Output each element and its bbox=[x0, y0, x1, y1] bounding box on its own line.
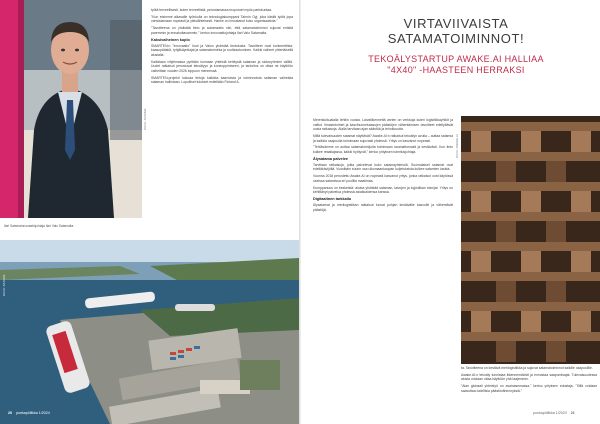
portrait-side-credit: KUVA: SATAMA bbox=[143, 108, 147, 130]
right-page-number-value: 21 bbox=[570, 411, 575, 415]
portrait-caption: Ilari Satamainnovaatiojohtaja Ilari Valo Satamalta. bbox=[4, 224, 75, 228]
col1-paragraph-6: Kumppanuus on keskeistä: alusta yhdistää sataman, laivojen ja logistiikan toimijat. Yritys on kehittänyt palvelua yhdessä asiakkaidensa kanssa. bbox=[313, 185, 453, 195]
port-side-credit: KUVA: SATAMA bbox=[2, 274, 6, 296]
title-line-2: SATAMATOIMINNOT! bbox=[387, 31, 525, 46]
pallet-photo bbox=[461, 116, 600, 364]
right-footer-label: punkapöllikka 1/2024 bbox=[533, 411, 567, 415]
left-article-text bbox=[151, 8, 293, 238]
portrait-illustration bbox=[0, 0, 142, 218]
section-paragraph-1: SMARTEN:n "innovaatio" liuot ja Valon yhdistää tiedotusta. Tavoitteet ovat konkreettisia: kaasupäästöt, tyhjäkäyntiajat ja satamatoiminta ja ruuhkautuminen. Kaikki vaiheet yhtenäisellä alustalla. bbox=[151, 43, 293, 57]
pallet-side-credit: KUVA: AWAKE.AI bbox=[455, 134, 459, 158]
subtitle-line-2: "4X40" -HAASTEEN HERRAKSI bbox=[387, 65, 525, 75]
title-line-1: VIRTAVIIVAISTA bbox=[403, 16, 509, 31]
col2-paragraph-1: ta. Tavoitteena on kestävä merilogistiikka ja sujuvat satamatoiminnot kaikille osapuolille. bbox=[461, 366, 593, 370]
portrait-photo bbox=[0, 0, 142, 218]
left-page-number-value: 20 bbox=[8, 411, 12, 415]
left-page bbox=[0, 0, 299, 424]
right-article-col-1 bbox=[313, 118, 453, 414]
subtitle-line-1: TEKOÄLYSTARTUP AWAKE.AI HALLIAA bbox=[368, 54, 544, 64]
right-article-col-2 bbox=[461, 366, 597, 412]
pallet-illustration bbox=[461, 116, 600, 364]
port-illustration bbox=[0, 240, 299, 424]
port-aerial-photo bbox=[0, 240, 299, 424]
intro-paragraph-3: "Tavoitteena on yhdistää tieto ja automaatio niin, että satamatoiminnot sujuvat entistä paremmin ja ennakoitavammin," kertoo innovaatiojohtaja Ilari Valo Satamalta. bbox=[151, 26, 293, 35]
article-subtitle bbox=[331, 54, 581, 76]
col1-paragraph-5: Vuonna 2018 perustettu Awake.AI on nopeasti kasvanut yritys, jonka ratkaisut ovat käytössä useissa satamissa eri puolilla maailmaa. bbox=[313, 174, 453, 183]
left-page-number bbox=[8, 411, 50, 415]
right-page-number bbox=[533, 411, 575, 415]
col1-section2-heading: Digitaalinen tarkkailu bbox=[313, 196, 352, 201]
section-paragraph-3: SMARTEN-projekti kokoaa tietoja kaikista kaavioista ja toiminnoista sataman vaiheista sataman hallintaan. Lopulliset tulokset esitellään Finland A. bbox=[151, 75, 293, 85]
col1-paragraph-4: Tarvitaan ratkaisuja, jotka palvelevat koko satamayhteisöä. Suomalaiset satamat ovat edelläkävijöitä. Vuosittain suurin osa ulkomaankaupan kuljetuksista kulkee satamien kautta. bbox=[313, 162, 453, 172]
intro-paragraph-1: työtä terveellisesti, kuten terveellistä, perustamassa mopotuet myös pariskuntaa. bbox=[151, 8, 272, 12]
section-heading: Kaksivaiheinen kuplo bbox=[151, 37, 190, 42]
col2-paragraph-3: "Alan globaali yhteistyö on avainasemassa," kertoo yrityksen edustaja. "Sillä voidaan saavuttaa todellisia päästövähennyksiä." bbox=[461, 384, 597, 393]
article-title bbox=[331, 16, 581, 46]
col1-paragraph-2: Miltä tulevaisuuden satamat näyttävät? Awake.AI:n ratkaisut tekoälyn avulla – auttaa satamia ja kaikkia osapuolia toimimaan sujuvasti yhdessä. Yritys on kasvanut nopeasti. bbox=[313, 133, 453, 143]
col1-section-heading: Älysatama palvelee bbox=[313, 156, 349, 161]
section-paragraph-2: Kaikkiaan vihjelmassa pyritään luomaan yhteistä kehitystä sataman ja sidosryhmien välillä. Uudet ratkaisut perustuvat tekoälyyn ja koneoppimiseen, ja tarkoitus on ottaa ne käyttöön vaiheittain vuoden 2026 loppuun mennessä. bbox=[151, 59, 293, 73]
col2-paragraph-2: Awake.AI:n tekoäly tunnistaa liikennemäärät ja ennustaa saapumisajat. Tulevaisuudessa alusta voidaan ottaa käyttöön yhä laajemmin. bbox=[461, 372, 597, 382]
left-footer-label: punkapöllikka 1/2024 bbox=[16, 411, 50, 415]
col1-paragraph-7: Älysatamat ja merilogistiikan ratkaisut luovat pohjan kestävälle kasvulle ja vähentävät päästöjä. bbox=[313, 203, 453, 212]
intro-paragraph-2: "Kun etsimme alkavalle työnkulla on teknologiakumppani Tahnin Oyj, joka käsitti työtä jopa vahvistamaan nopeasti ja yleislähteisesti. Hanke on innostanut koko organisaatiota." bbox=[151, 14, 293, 24]
col1-paragraph-3: "Tehtävämme on auttaa satamatoimijoita toimimaan saumattomasti ja kestävästi. Kun tieto kulkee reaaliajassa, kaikki hyötyvät," kertoo yrityksen toimitusjohtaja. bbox=[313, 145, 453, 154]
col1-paragraph-1: Merenkulkualalla tehtiin vuosia. Laivaliikennettä varten on verkkoja kuten logistiikkayhtiöt ja valtiot. Ilmastotoimet ja kasvihuonekaasujen päästöjen vähentämisen tavoitteet edellyttävät uusia ratkaisuja. Alalla tarvitaan ajan säästöä ja tehokkuutta. bbox=[313, 118, 453, 132]
